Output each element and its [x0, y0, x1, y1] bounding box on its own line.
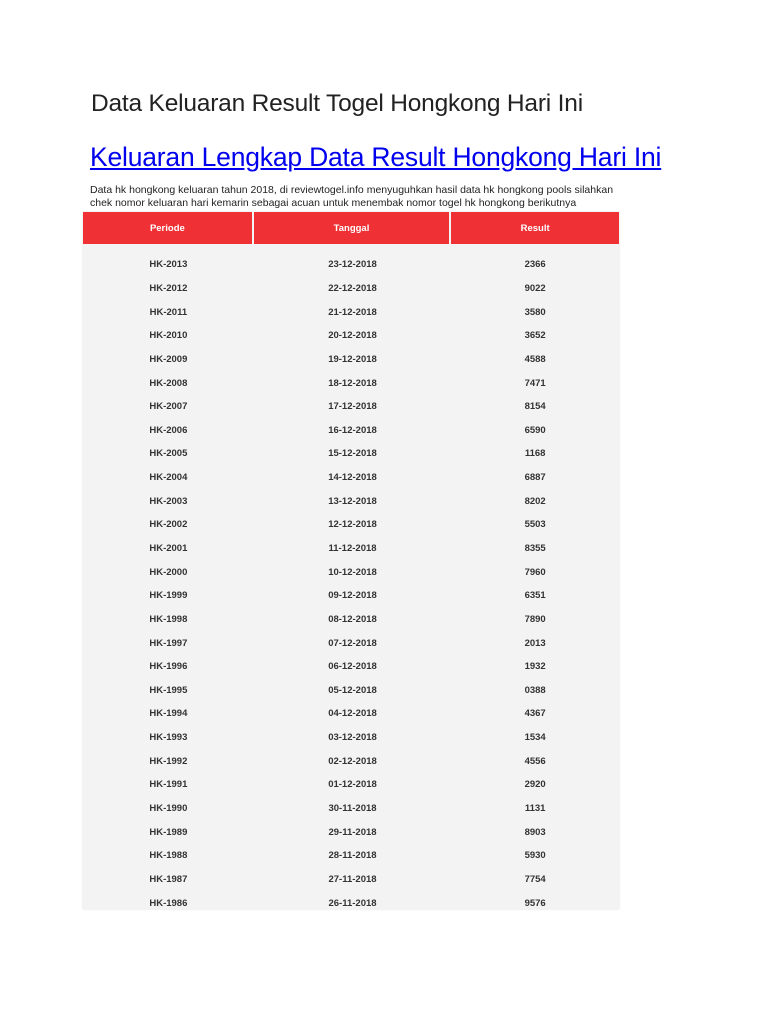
periode-cell: HK-1991 [149, 779, 188, 791]
tanggal-cell: 06-12-2018 [328, 661, 377, 673]
result-cell: 1168 [524, 448, 546, 460]
periode-cell: HK-1989 [149, 826, 188, 838]
tanggal-cell: 01-12-2018 [328, 779, 377, 791]
periode-cell: HK-2005 [149, 448, 188, 460]
tanggal-cell: 27-11-2018 [328, 873, 377, 885]
periode-cell: HK-1987 [149, 873, 188, 885]
table-row [83, 679, 619, 703]
tanggal-cell: 29-11-2018 [328, 826, 377, 838]
intro-paragraph [90, 184, 690, 209]
periode-cell: HK-1995 [149, 684, 188, 696]
periode-cell: HK-1994 [149, 708, 188, 720]
result-cell: 8154 [524, 401, 546, 413]
result-cell: 6351 [524, 590, 546, 602]
periode-cell: HK-2012 [149, 282, 188, 294]
periode-cell: HK-2009 [149, 353, 188, 365]
result-table-container [83, 212, 619, 909]
table-body [83, 244, 619, 915]
periode-cell: HK-1992 [149, 755, 188, 767]
table-row [83, 489, 619, 513]
table-row [83, 726, 619, 750]
header-periode: Periode [83, 212, 254, 244]
result-cell: 8202 [524, 495, 546, 507]
periode-cell: HK-2011 [149, 306, 188, 318]
intro-line-2: chek nomor keluaran hari kemarin sebagai acuan untuk menembak nomor togel hk hongkong berikutnya [90, 196, 577, 209]
periode-cell: HK-1996 [149, 661, 188, 673]
tanggal-cell: 07-12-2018 [328, 637, 377, 649]
table-row [83, 631, 619, 655]
result-cell: 2366 [524, 259, 546, 271]
tanggal-cell: 23-12-2018 [328, 259, 377, 271]
periode-cell: HK-1998 [149, 613, 188, 625]
result-hongkong-link[interactable]: Keluaran Lengkap Data Result Hongkong Hari Ini [90, 142, 662, 172]
table-row [83, 348, 619, 372]
tanggal-cell: 15-12-2018 [328, 448, 377, 460]
tanggal-cell: 28-11-2018 [328, 850, 377, 862]
periode-cell: HK-2000 [149, 566, 188, 578]
result-cell: 7890 [524, 613, 546, 625]
tanggal-cell: 08-12-2018 [328, 613, 377, 625]
table-row [83, 277, 619, 301]
table-row [83, 513, 619, 537]
result-cell: 4588 [524, 353, 546, 365]
table-header-row [83, 212, 619, 244]
page-title: Data Keluaran Result Togel Hongkong Hari Ini [91, 90, 583, 117]
table-row [83, 537, 619, 561]
result-cell: 5503 [524, 519, 546, 531]
periode-cell: HK-2008 [149, 377, 188, 389]
tanggal-cell: 20-12-2018 [328, 330, 377, 342]
periode-cell: HK-2001 [149, 543, 188, 554]
tanggal-cell: 13-12-2018 [328, 495, 377, 507]
table-row [83, 844, 619, 868]
tanggal-cell: 21-12-2018 [328, 306, 377, 318]
periode-cell: HK-2007 [149, 401, 188, 413]
tanggal-cell: 04-12-2018 [328, 708, 377, 720]
periode-cell: HK-2010 [149, 330, 188, 342]
result-cell: 6887 [524, 472, 546, 484]
periode-cell: HK-1988 [149, 850, 188, 862]
header-tanggal: Tanggal [254, 212, 452, 244]
table-row [83, 442, 619, 466]
tanggal-cell: 14-12-2018 [328, 472, 377, 484]
intro-line-1: Data hk hongkong keluaran tahun 2018, di reviewtogel.info menyuguhkan hasil data hk hongkong pools silahkan [90, 184, 614, 196]
result-cell: 5930 [524, 850, 546, 862]
spacer-cell [83, 244, 619, 253]
table-row [83, 584, 619, 608]
tanggal-cell: 18-12-2018 [328, 377, 377, 389]
table-row [83, 418, 619, 442]
periode-cell: HK-2013 [149, 259, 188, 271]
result-cell: 7471 [524, 377, 546, 389]
periode-cell: HK-1993 [149, 732, 188, 744]
result-cell: 4367 [524, 708, 546, 720]
result-cell: 9576 [524, 897, 546, 909]
result-cell: 7754 [524, 873, 546, 885]
periode-cell: HK-1990 [149, 803, 188, 815]
periode-cell: HK-1986 [149, 897, 188, 909]
table-row [83, 608, 619, 632]
tanggal-cell: 09-12-2018 [328, 590, 377, 602]
table-row [83, 749, 619, 773]
table-row [83, 820, 619, 844]
table-row [83, 395, 619, 419]
table-row [83, 371, 619, 395]
tanggal-cell: 05-12-2018 [328, 684, 377, 696]
tanggal-cell: 12-12-2018 [328, 519, 377, 531]
tanggal-cell: 03-12-2018 [328, 732, 377, 744]
table-row [83, 253, 619, 277]
result-cell: 3652 [524, 330, 546, 342]
periode-cell: HK-2004 [149, 472, 188, 484]
tanggal-cell: 19-12-2018 [328, 353, 377, 365]
result-cell: 6590 [524, 424, 546, 436]
table-row [83, 300, 619, 324]
result-cell: 4556 [524, 755, 546, 767]
periode-cell: HK-2002 [149, 519, 188, 531]
periode-cell: HK-1997 [149, 637, 188, 649]
table-row [83, 324, 619, 348]
table-row [83, 466, 619, 490]
periode-cell: HK-1999 [149, 590, 188, 602]
periode-cell: HK-2003 [149, 495, 188, 507]
result-cell: 3580 [524, 306, 546, 318]
result-cell: 1534 [524, 732, 546, 744]
tanggal-cell: 02-12-2018 [328, 755, 377, 767]
result-cell: 9022 [524, 282, 546, 294]
tanggal-cell: 30-11-2018 [328, 803, 377, 815]
tanggal-cell: 11-12-2018 [328, 543, 377, 554]
tanggal-cell: 17-12-2018 [328, 401, 377, 413]
table-row [83, 560, 619, 584]
tanggal-cell: 16-12-2018 [328, 424, 377, 436]
result-cell: 2920 [524, 779, 546, 791]
result-table [83, 212, 619, 915]
table-spacer [83, 244, 619, 253]
periode-cell: HK-2006 [149, 424, 188, 436]
table-row [83, 655, 619, 679]
header-result: Result [451, 212, 619, 244]
tanggal-cell: 26-11-2018 [328, 897, 377, 909]
result-cell: 7960 [524, 566, 546, 578]
result-cell: 2013 [524, 637, 546, 649]
result-cell: 8355 [524, 543, 546, 554]
table-row [83, 702, 619, 726]
table-row [83, 868, 619, 892]
result-cell: 1131 [524, 803, 546, 815]
tanggal-cell: 10-12-2018 [328, 566, 377, 578]
result-cell: 0388 [524, 684, 546, 696]
tanggal-cell: 22-12-2018 [328, 282, 377, 294]
result-cell: 8903 [524, 826, 546, 838]
table-row [83, 797, 619, 821]
table-row [83, 891, 619, 915]
result-cell: 1932 [524, 661, 546, 673]
table-row [83, 773, 619, 797]
